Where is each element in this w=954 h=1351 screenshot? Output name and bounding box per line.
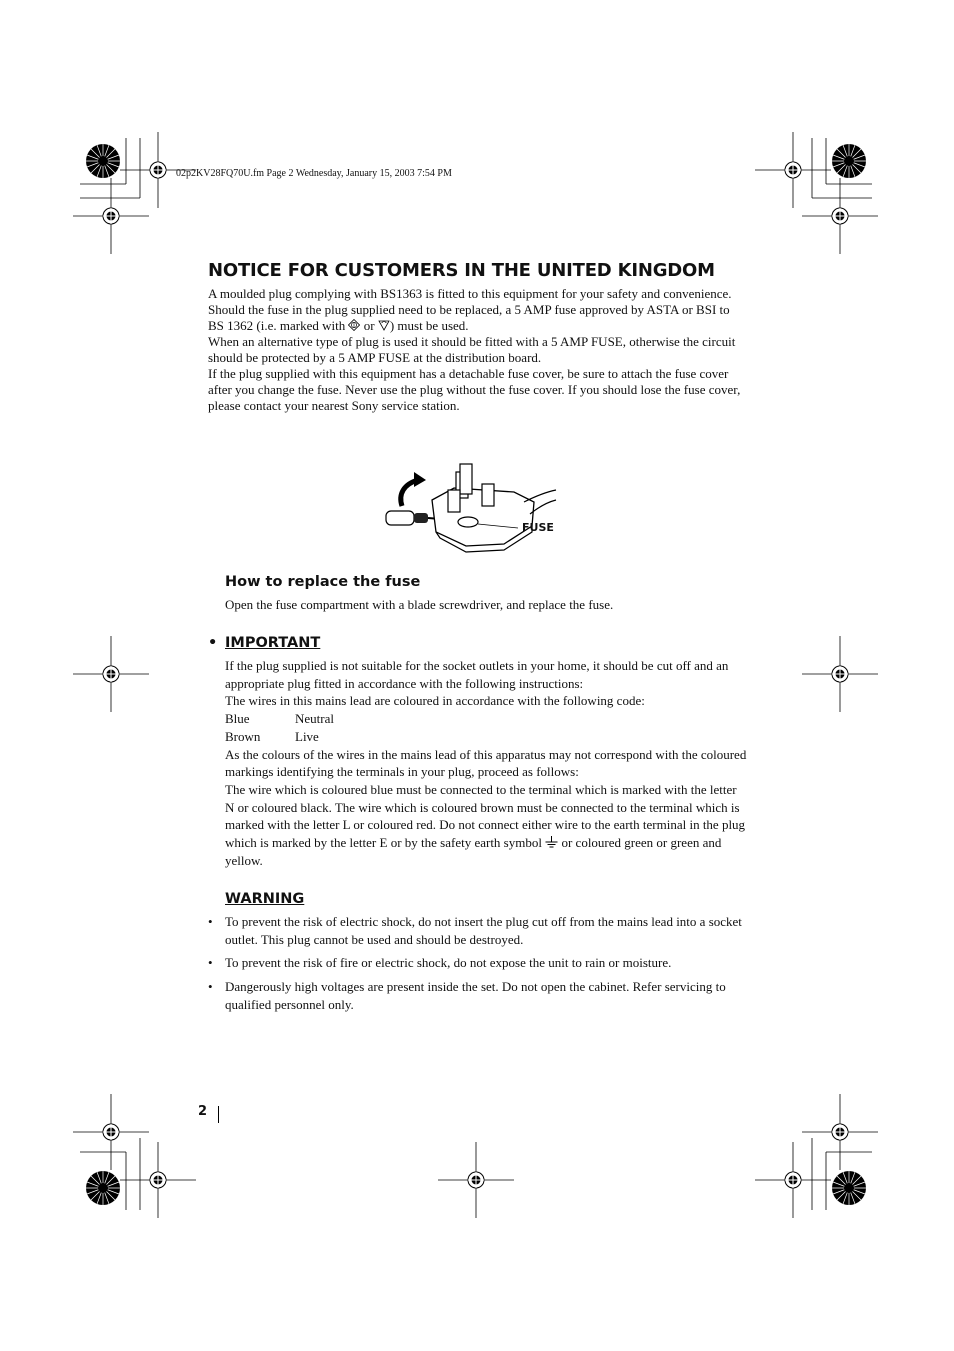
notice-paragraph: A moulded plug complying with BS1363 is fitted to this equipment for your safety and convenience. — [208, 286, 732, 301]
important-paragraph: As the colours of the wires in the mains lead of this apparatus may not correspond with the coloured markings identifying the terminals in your plug, proceed as follows: — [225, 746, 747, 780]
important-bullet: • — [208, 635, 218, 651]
warning-list — [208, 913, 748, 1020]
wire-colour: Blue — [225, 711, 250, 727]
file-header: 02p2KV28FQ70U.fm Page 2 Wednesday, January 15, 2003 7:54 PM — [176, 168, 452, 179]
page-number-divider — [218, 1106, 219, 1123]
asta-mark-icon — [348, 319, 360, 331]
notice-body — [208, 286, 748, 414]
wire-code-row — [225, 710, 747, 728]
replace-fuse-text: Open the fuse compartment with a blade screwdriver, and replace the fuse. — [225, 597, 614, 612]
warning-item: • To prevent the risk of electric shock, do not insert the plug cut off from the mains lead into a socket outlet. This plug cannot be used and should be destroyed. — [208, 914, 742, 947]
bsi-kitemark-icon — [378, 319, 390, 331]
notice-title: NOTICE FOR CUSTOMERS IN THE UNITED KINGDOM — [208, 260, 715, 281]
important-paragraph: If the plug supplied is not suitable for the socket outlets in your home, it should be cut off and an appropriate plug fitted in accordance with the following instructions: — [225, 658, 729, 691]
notice-paragraph: When an alternative type of plug is used it should be fitted with a 5 AMP FUSE, otherwise the circuit should be protected by a 5 AMP FUSE at the distribution board. — [208, 334, 736, 365]
replace-fuse-heading: How to replace the fuse — [225, 574, 421, 590]
warning-item: • Dangerously high voltages are present inside the set. Do not open the cabinet. Refer servicing to qualified personnel only. — [208, 979, 726, 1012]
wire-colour: Brown — [225, 728, 261, 744]
wire-meaning: Neutral — [295, 711, 334, 727]
wire-meaning: Live — [295, 728, 319, 744]
important-paragraph: The wires in this mains lead are coloured in accordance with the following code: — [225, 693, 645, 709]
important-paragraph: The wire which is coloured blue must be connected to the terminal which is marked with the letter N or coloured black. The wire which is coloured brown must be connected to the terminal which is marked with the letter L or coloured red. Do not connect either wire to the earth terminal in the plug which is marked by the letter E or by the safety earth symbol or coloured green or green and yellow. — [225, 781, 746, 868]
fuse-label: FUSE — [522, 521, 554, 534]
warning-item: • To prevent the risk of fire or electric shock, do not expose the unit to rain or moisture. — [208, 955, 672, 971]
notice-paragraph: If the plug supplied with this equipment has a detachable fuse cover, be sure to attach the fuse cover after you change the fuse. Never use the plug without the fuse cover. If you should lose the fuse cover, please contact your nearest Sony service station. — [208, 366, 741, 413]
plug-fuse-illustration — [384, 462, 558, 558]
page-number: 2 — [198, 1104, 208, 1119]
wire-code-row — [225, 728, 747, 746]
warning-heading: WARNING — [225, 891, 305, 907]
earth-symbol-icon — [545, 836, 558, 848]
important-heading: IMPORTANT — [225, 635, 321, 651]
important-body — [225, 657, 747, 869]
notice-paragraph: Should the fuse in the plug supplied need to be replaced, a 5 AMP fuse approved by ASTA or BSI to BS 1362 (i.e. marked with or ) must be used. — [208, 302, 730, 333]
